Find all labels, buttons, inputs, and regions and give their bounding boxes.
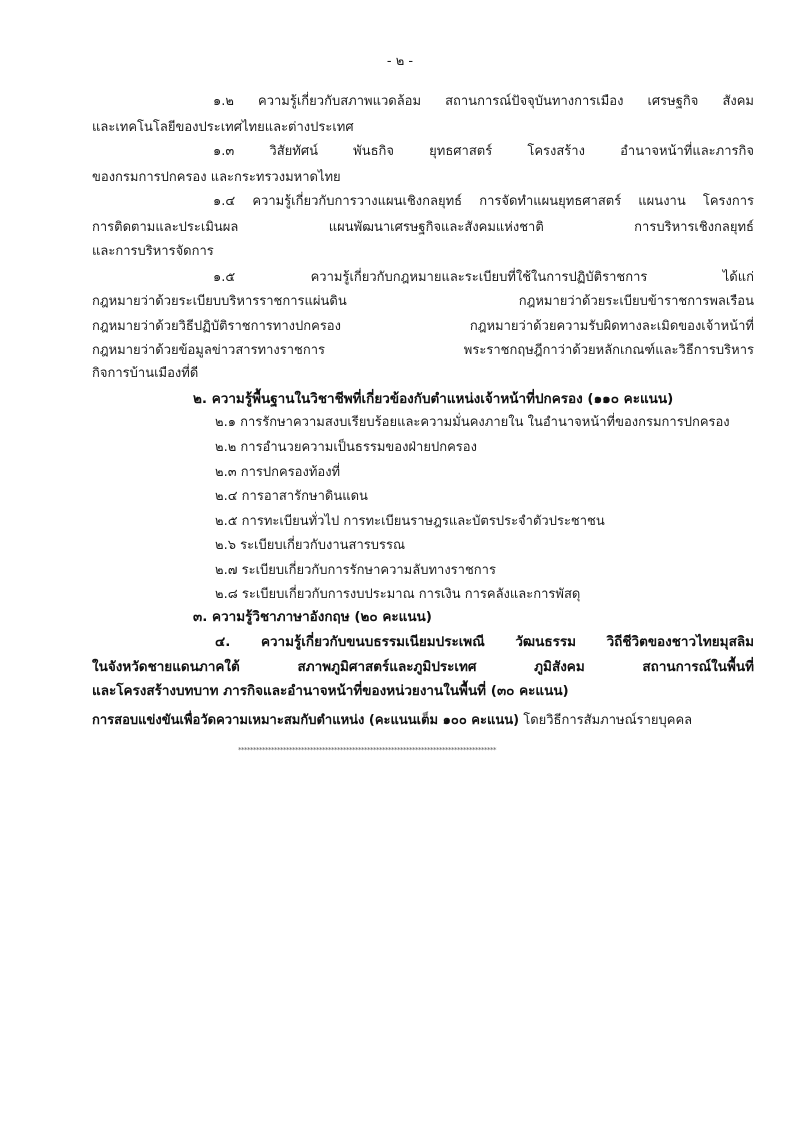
item-1-4-line-1: ๑.๔ ความรู้เกี่ยวกับการวางแผนเชิงกลยุทธ์ การจัดทำแผนยุทธศาสตร์ แผนงาน โครงการ xyxy=(213,194,754,209)
section-4-line-1: ๔. ความรู้เกี่ยวกับขนบธรรมเนียมประเพณี วัฒนธรรม วิถีชีวิตของชาวไทยมุสลิม xyxy=(215,634,754,650)
section-3-heading: ๓. ความรู้วิชาภาษาอังกฤษ (๒๐ คะแนน) xyxy=(193,609,432,625)
item-2-3: ๒.๓ การปกครองท้องที่ xyxy=(215,465,341,480)
item-1-4-line-2: การติดตามและประเมินผล แผนพัฒนาเศรษฐกิจและสังคมแห่งชาติ การบริหารเชิงกลยุทธ์ xyxy=(92,220,754,235)
section-2-heading: ๒. ความรู้พื้นฐานในวิชาชีพที่เกี่ยวข้องกับตำแหน่งเจ้าหน้าที่ปกครอง (๑๑๐ คะแนน) xyxy=(193,391,674,407)
item-1-5-line-3: กฎหมายว่าด้วยวิธีปฏิบัติราชการทางปกครอง กฎหมายว่าด้วยความรับผิดทางละเมิดของเจ้าหน้าที่ xyxy=(92,319,754,334)
interview-normal-text: โดยวิธีการสัมภาษณ์รายบุคคล xyxy=(519,713,693,728)
interview-bold-text: การสอบแข่งขันเพื่อวัดความเหมาะสมกับตำแหน่ง (คะแนนเต็ม ๑๐๐ คะแนน) xyxy=(92,713,520,728)
item-2-5: ๒.๕ การทะเบียนทั่วไป การทะเบียนราษฎรและบัตรประจำตัวประชาชน xyxy=(215,514,605,529)
section-4-line-3: และโครงสร้างบทบาท ภารกิจและอำนาจหน้าที่ของหน่วยงานในพื้นที่ (๓๐ คะแนน) xyxy=(92,683,569,699)
item-2-8: ๒.๘ ระเบียบเกี่ยวกับการงบประมาณ การเงิน การคลังและการพัสดุ xyxy=(215,587,581,602)
item-1-5-line-4: กฎหมายว่าด้วยข้อมูลข่าวสารทางราชการ พระราชกฤษฎีกาว่าด้วยหลักเกณฑ์และวิธีการบริหาร xyxy=(92,343,754,358)
item-1-5-line-5: กิจการบ้านเมืองที่ดี xyxy=(92,366,199,381)
item-1-5-line-1: ๑.๕ ความรู้เกี่ยวกับกฎหมายและระเบียบที่ใช้ในการปฏิบัติราชการ ได้แก่ xyxy=(213,270,754,285)
item-1-2-line-2: และเทคโนโลยีของประเทศไทยและต่างประเทศ xyxy=(92,120,354,135)
interview-line xyxy=(92,711,692,731)
item-1-2-line-1: ๑.๒ ความรู้เกี่ยวกับสภาพแวดล้อม สถานการณ์ปัจจุบันทางการเมือง เศรษฐกิจ สังคม xyxy=(213,94,754,109)
item-1-5-line-2: กฎหมายว่าด้วยระเบียบบริหารราชการแผ่นดิน กฎหมายว่าด้วยระเบียบข้าราชการพลเรือน xyxy=(92,294,754,309)
item-1-3-line-2: ของกรมการปกครอง และกระทรวงมหาดไทย xyxy=(92,170,341,185)
asterisk-separator: ************************************************************************************** xyxy=(238,746,496,754)
item-2-1: ๒.๑ การรักษาความสงบเรียบร้อยและความมั่นคงภายใน ในอำนาจหน้าที่ของกรมการปกครอง xyxy=(215,415,730,430)
section-4-line-2: ในจังหวัดชายแดนภาคใต้ สภาพภูมิศาสตร์และภูมิประเทศ ภูมิสังคม สถานการณ์ในพื้นที่ xyxy=(92,659,754,675)
item-2-7: ๒.๗ ระเบียบเกี่ยวกับการรักษาความลับทางราชการ xyxy=(215,563,496,578)
item-2-4: ๒.๔ การอาสารักษาดินแดน xyxy=(215,489,368,504)
item-1-4-line-3: และการบริหารจัดการ xyxy=(92,244,214,259)
page-number: - ๒ - xyxy=(386,54,414,69)
item-2-6: ๒.๖ ระเบียบเกี่ยวกับงานสารบรรณ xyxy=(215,538,405,553)
item-2-2: ๒.๒ การอำนวยความเป็นธรรมของฝ่ายปกครอง xyxy=(215,440,477,455)
item-1-3-line-1: ๑.๓ วิสัยทัศน์ พันธกิจ ยุทธศาสตร์ โครงสร้าง อำนาจหน้าที่และภารกิจ xyxy=(213,144,754,159)
